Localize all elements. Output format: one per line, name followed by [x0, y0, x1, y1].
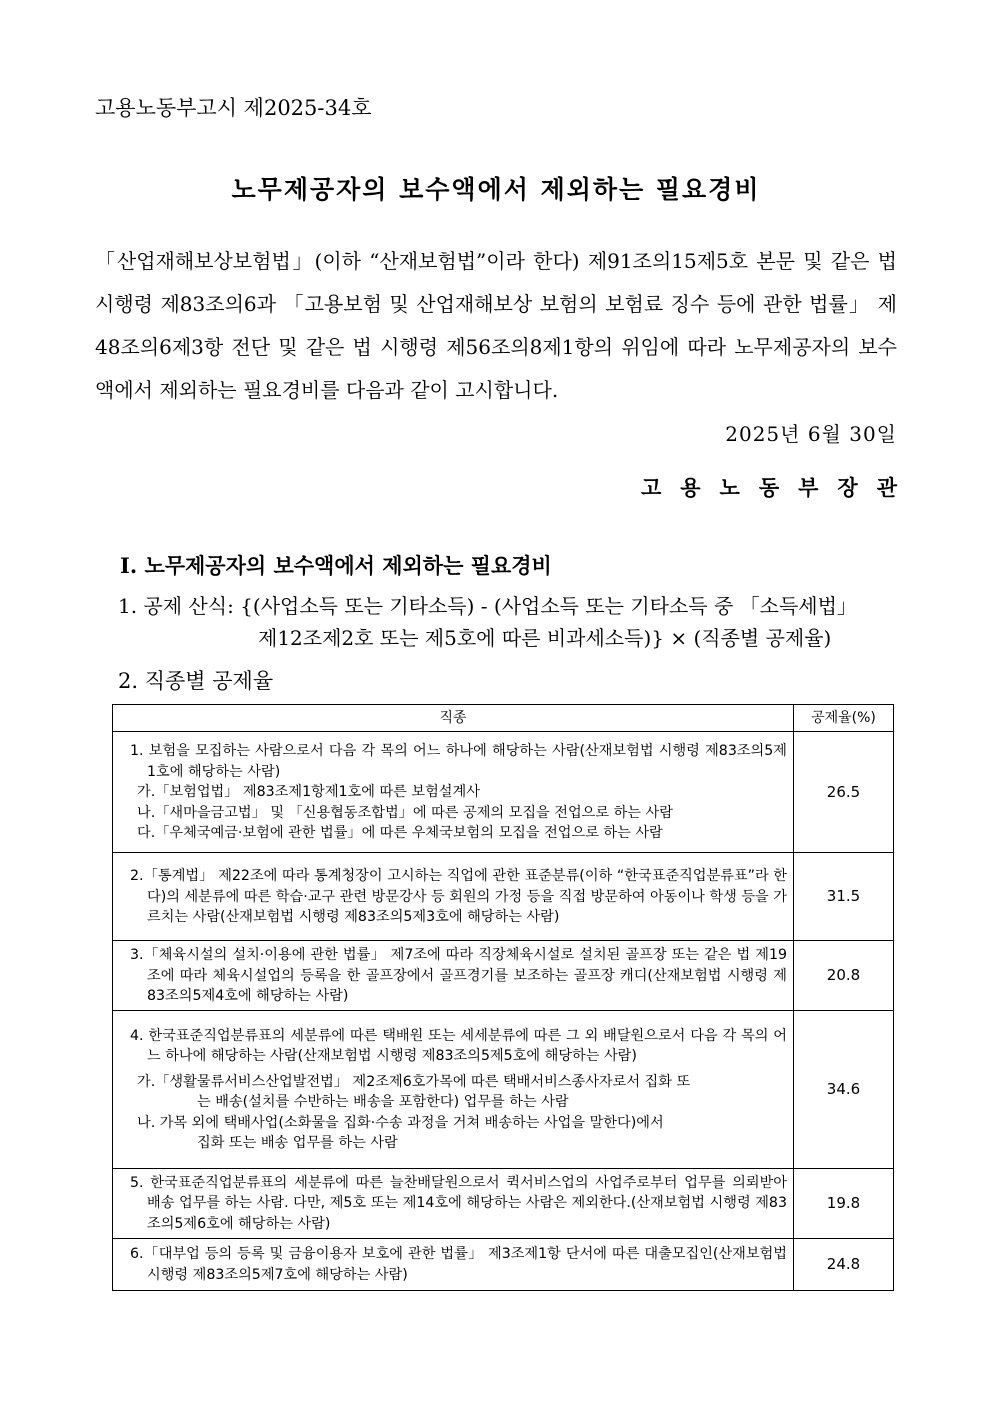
table-row — [113, 1010, 894, 1168]
document-title: 노무제공자의 보수액에서 제외하는 필요경비 — [231, 175, 761, 204]
formula-line-1: 1. 공제 산식: {(사업소득 또는 기타소득) - (사업소득 또는 기타소득 중 「소득세법」 — [118, 594, 857, 618]
deduction-rate-table — [112, 704, 894, 1291]
header-occupation: 직종 — [113, 705, 794, 732]
occupation-cell — [113, 1010, 794, 1168]
rates-heading: 2. 직종별 공제율 — [118, 669, 274, 693]
table-row — [113, 1168, 894, 1238]
issuer-name: 고용노동부장관 — [640, 475, 916, 500]
occupation-subitem-cont: 집화 또는 배송 업무를 하는 사람 — [197, 1135, 398, 1151]
table-row — [113, 941, 894, 1011]
rate-cell: 19.8 — [794, 1168, 894, 1238]
rate-cell: 34.6 — [794, 1010, 894, 1168]
rate-cell: 31.5 — [794, 853, 894, 941]
occupation-item: 5. 한국표준직업분류표의 세분류에 따른 늘찬배달원으로서 퀵서비스업의 사업주로부터 업무를 의뢰받아 배송 업무를 하는 사람. 다만, 제5호 또는 제14호에 해당하는 사람은 제외한다.(산재보험법 시행령 제83조의5제6호에 해당하는 사람) — [130, 1174, 787, 1232]
occupation-item: 6.「대부업 등의 등록 및 금융이용자 보호에 관한 법률」 제3조제1항 단서에 따른 대출모집인(산재보험법 시행령 제83조의5제7호에 해당하는 사람) — [130, 1246, 787, 1283]
occupation-cell — [113, 1168, 794, 1238]
occupation-subitem: 가.「보험업법」 제83조제1항제1호에 따른 보험설계사 — [137, 784, 480, 801]
table-row — [113, 1238, 894, 1290]
rate-cell: 26.5 — [794, 732, 894, 853]
issue-date: 2025년 6월 30일 — [725, 422, 897, 446]
table-header-row — [113, 705, 894, 732]
header-rate: 공제율(%) — [794, 705, 894, 732]
occupation-item: 3.「체육시설의 설치·이용에 관한 법률」 제7조에 따라 직장체육시설로 설치된 골프장 또는 같은 법 제19조에 따라 체육시설업의 등록을 한 골프장에서 골프경기를 보조하는 골프장 캐디(산재보험법 시행령 제83조의5제4호에 해당하는 사람) — [130, 947, 787, 1004]
occupation-item: 4. 한국표준직업분류표의 세분류에 따른 택배원 또는 세세분류에 따른 그 외 배달원으로서 다음 각 목의 어느 하나에 해당하는 사람(산재보험법 시행령 제83조의5제5호에 해당하는 사람) — [130, 1027, 787, 1064]
rate-cell: 24.8 — [794, 1238, 894, 1290]
table-row — [113, 732, 894, 853]
occupation-cell — [113, 732, 794, 853]
deduction-formula — [118, 590, 898, 654]
preamble-paragraph: 「산업재해보상보험법」(이하 “산재보험법”이라 한다) 제91조의15제5호 본문 및 같은 법 시행령 제83조의6과 「고용보험 및 산업재해보상 보험의 보험료 징수 등에 관한 법률」 제48조의6제3항 전단 및 같은 법 시행령 제56조의8제1항의 위임에 따라 노무제공자의 보수액에서 제외하는 필요경비를 다음과 같이 고시합니다. — [95, 249, 897, 402]
occupation-cell — [113, 1238, 794, 1290]
occupation-cell — [113, 853, 794, 941]
occupation-subitem-cont: 는 배송(설치를 수반하는 배송을 포함한다) 업무를 하는 사람 — [197, 1094, 569, 1110]
occupation-subitem: 다.「우체국예금·보험에 관한 법률」에 따른 우체국보험의 모집을 전업으로 하는 사람 — [137, 825, 663, 842]
section-heading: Ⅰ. 노무제공자의 보수액에서 제외하는 필요경비 — [120, 553, 552, 578]
notice-number: 고용노동부고시 제2025-34호 — [95, 96, 372, 120]
rate-cell: 20.8 — [794, 941, 894, 1011]
occupation-item: 2.「통계법」 제22조에 따라 통계청장이 고시하는 직업에 관한 표준분류(이하 “한국표준직업분류표”라 한다)의 세분류에 따른 학습·교구 관련 방문강사 등 회원의 가정 등을 직접 방문하여 아동이나 학생 등을 가르치는 사람(산재보험법 시행령 제83조의5제3호에 해당하는 사람) — [130, 868, 787, 926]
occupation-subitem: 가.「생활물류서비스산업발전법」 제2조제6호가목에 따른 택배서비스종사자로서 집화 또 — [137, 1073, 691, 1090]
occupation-cell — [113, 941, 794, 1011]
occupation-subitem: 나. 가목 외에 택배사업(소화물을 집화·수송 과정을 거쳐 배송하는 사업을 말한다)에서 — [137, 1114, 664, 1131]
occupation-subitem: 나.「새마을금고법」 및 「신용협동조합법」에 따른 공제의 모집을 전업으로 하는 사람 — [137, 804, 673, 821]
table-row — [113, 853, 894, 941]
formula-line-2: 제12조제2호 또는 제5호에 따른 비과세소득)} × (직종별 공제율) — [258, 626, 832, 650]
occupation-item: 1. 보험을 모집하는 사람으로서 다음 각 목의 어느 하나에 해당하는 사람(산재보험법 시행령 제83조의5제1호에 해당하는 사람) — [130, 743, 787, 780]
